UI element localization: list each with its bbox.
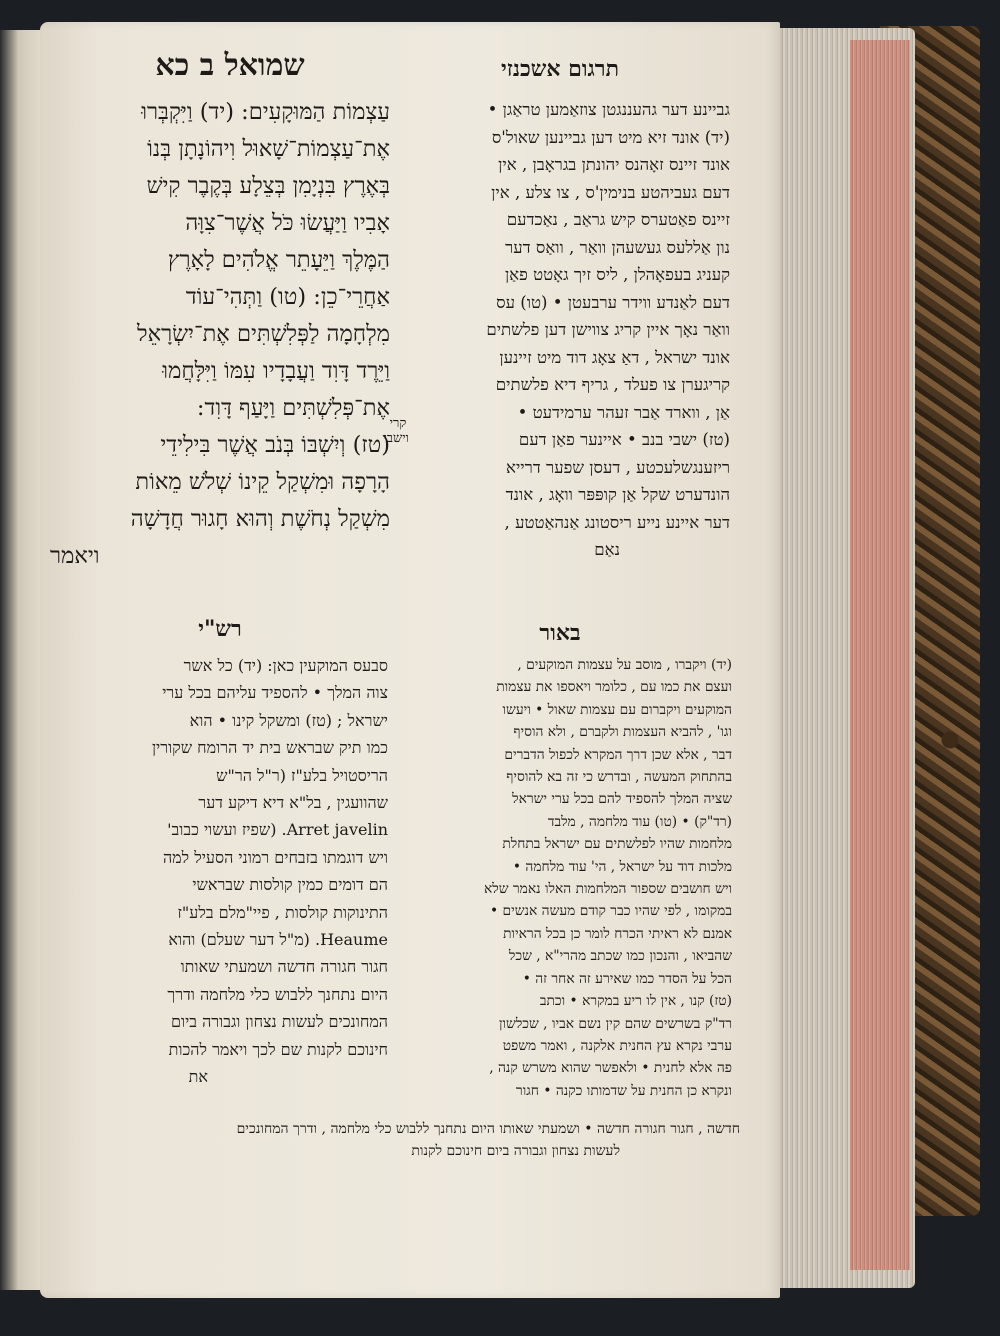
rashi-line: ישראל ; (טז) ומשקל קינו • הוא (189, 710, 388, 730)
biur-line: ונקרא כן החנית על שדמותו כקנה • חגור (515, 1082, 732, 1099)
running-header-book: שמואל ב כא (155, 48, 305, 83)
hebrew-text-column (50, 94, 390, 575)
rashi-title: רש"י (198, 616, 242, 642)
biur-line: ועצם את כמו עם , כלומר ויאספו את עצמות (496, 679, 732, 696)
biur-line: בהתחוק המעשה , ובדרש כי זה בא להוסיף (506, 769, 732, 786)
hebrew-line: אָבִיו וַיַּעֲשׂוּ כֹּל אֲשֶׁר־צִוָּה (185, 210, 390, 236)
translation-line: אונד ישראל , דאַ צאָג דוד מיט זיינען (499, 347, 730, 367)
hebrew-line: וַיֵּרֶד דָּוִד וַעֲבָדָיו עִמּוֹ וַיִּלָּחֲמוּ (162, 358, 390, 384)
biur-commentary (396, 654, 732, 1102)
rashi-line: המחונכים לעשות נצחון וגבורה ביום (171, 1012, 388, 1032)
rashi-line: חינוכם לקנות שם לכך ויאמר להכות (168, 1039, 388, 1059)
translation-line: ריזענגשלעכטע , דעסן שפער דרייא (505, 457, 730, 477)
biur-line: וגו' , להביא העצמות ולקברם , ולא הוסיף (513, 724, 732, 741)
biur-line: אמנם לא ראיתי הכרח לומר כן בכל הראיות (503, 925, 732, 942)
biur-line: פה אלא לחנית • ולאפשר שהוא משרש קנה , (489, 1060, 732, 1077)
translation-line: קעניג בעפאָהלן , ליס זיך גאָטט פאַן (504, 265, 730, 284)
rashi-line: את (188, 1067, 208, 1087)
hebrew-line: הָרָפָה וּמִשְׁקַל קֵינוֹ שְׁלֹשׁ מֵאוֹת (135, 469, 390, 495)
catchword: ויאמר (50, 543, 100, 569)
biur-line: ערבי נקרא עץ החנית אלקנה , ואמר משפט (502, 1037, 732, 1054)
biur-line: מלחמות שהיו לפלשתים עם ישראל בתחלת (502, 836, 732, 853)
footer-line: חדשה , חגור חגורה חדשה • ושמעתי שאותו היום נתחנך ללבוש כלי מלחמה , ודרך המחונכים (236, 1121, 740, 1137)
hebrew-line: בְּאֶרֶץ בִּנְיָמִן בְּצֵלָע בְּקֶבֶר קִישׁ (146, 173, 390, 199)
rashi-line: חגור חגורה חדשה ושמעתי שאותו (180, 957, 388, 977)
biur-line: (יד) ויקברו , מוסב על עצמות המוקעים , (517, 657, 732, 673)
hebrew-line: אֶת־עַצְמוֹת־שָׁאוּל וִיהוֹנָתָן בְּנוֹ (147, 136, 390, 162)
translation-line: אַן , ווארד אַבר זעהר ערמידעט • (517, 402, 730, 422)
rashi-line: שהוועגין , בל"א דיא דיקע דער (198, 793, 388, 813)
biur-title: באור (539, 620, 581, 646)
biur-line: (טז) קנו , אין לו ריע במקרא • וכתב (539, 993, 732, 1010)
hebrew-line: עַצְמוֹת הַמּוּקָעִים: (יד) וַיִּקְבְּרוּ (141, 99, 390, 125)
biur-line: המוקעים ויקברום עם עצמות שאול • ויעשו (502, 701, 732, 718)
running-header-translation: תרגום אשכנזי (500, 56, 619, 82)
biur-line: מלכות דוד על ישראל , הי' עוד מלחמה • (512, 858, 732, 875)
rashi-line: הריסטויל בלע"ז (ר"ל הר"ש (216, 765, 388, 785)
translation-line: דעם לאַנדע ווידר ערבעטן • (טו) עס (496, 292, 730, 312)
hebrew-line: אֶת־פְּלִשְׁתִּים וַיָּעַף דָּוִד: (196, 395, 390, 421)
rashi-line: סבעס המוקעין כאן: (יד) כל אשר (183, 656, 388, 675)
hebrew-line: (טז) וְיִשְׁבּוֹ בְּנֹב אֲשֶׁר בִּילִידֵי (160, 432, 390, 458)
rashi-line: היום נתחנך ללבוש כלי מלחמה ודרך (167, 984, 388, 1004)
red-page-edge (850, 40, 910, 1270)
biur-line: הכל על הסדר כמו שאירע זה אחר זה • (522, 970, 732, 987)
rashi-line: התינוקות קולסות , פיי"מלם בלע"ז (177, 902, 388, 922)
rashi-line: כמו תיק שבראש בית יד הרומח שקורין (151, 738, 388, 758)
rashi-line: Arret javelin. (שפיז ועשוי כבוב' (167, 820, 388, 840)
rashi-commentary (52, 652, 388, 1091)
hebrew-line: מִשְׁקַל נְחֹשֶׁת וְהוּא חָגוּר חֲדָשָׁה (130, 506, 390, 532)
translation-line: וואַר נאָך איין קריג צווישן דען פלשתים (486, 320, 730, 339)
biur-line: שהביאו , והנכון כמו שכתב מהרי"א , שכל (508, 948, 732, 965)
rashi-line: הם דומים כמין קולסות שבראשי (192, 875, 388, 895)
translation-line: (טז) ישבי בנב • איינער פאַן דעם (518, 430, 730, 449)
biur-line: שציה המלך להספיד להם בכל ערי ישראל (512, 791, 732, 808)
biur-line: דבר , אלא שכן דרך המקרא לכפול הדברים (504, 746, 732, 763)
footer-line: לעשות נצחון וגבורה ביום חינוכם לקנות (411, 1143, 620, 1159)
biur-line: ויש חושבים שספור המלחמות האלו נאמר שלא (483, 881, 732, 898)
yiddish-translation-column (400, 96, 730, 564)
translation-line: אונד זיינס זאָהנס יהונתן בגראָבן , אין (498, 155, 730, 174)
biur-line: רד"ק בשרשים שהם קין נשם אביו , שכלשון (499, 1015, 732, 1032)
translation-line: דעם געביהטע בנימין'ס , צו צלע , אין (491, 182, 730, 202)
translation-catchword: נאַם (594, 540, 620, 559)
marginal-note: קרי וישבי (383, 416, 409, 446)
translation-line: הונדערט שקל אַן קופּפּר וואָג , אונד (505, 485, 730, 504)
hebrew-line: הַמֶּלֶךְ וַיֵּעָתֵר אֱלֹהִים לָאָרֶץ (167, 247, 390, 273)
translation-line: קריגערן צו פעלד , גריף דיא פלשתים (495, 375, 730, 394)
biur-line: במקומו , לפי שהיו כבר קודם מעשה אנשים • (490, 903, 732, 920)
translation-line: (יד) אונד זיא מיט דען גביינען שאול'ס (491, 127, 730, 147)
translation-line: זיינס פאַטערס קיש גראַב , נאַכדעם (506, 210, 730, 229)
translation-line: נון אַללעס געשעהן וואַר , וואַס דער (505, 237, 730, 257)
rashi-line: Heaume. (מ"ל דער שעלם) והוא (168, 930, 388, 950)
translation-line: גביינע דער גהעננגטן צוזאַמען טראַגן • (487, 100, 730, 119)
hebrew-line: אַחֲרֵי־כֵן: (טו) וַתְּהִי־עוֹד (185, 284, 390, 310)
hebrew-line: מִלְחָמָה לַפְּלִשְׁתִּים אֶת־יִשְׂרָאֵל (137, 321, 390, 347)
footer-commentary (50, 1118, 740, 1162)
translation-line: דער איינע נייע ריסטונג אַנהאַטטע , (504, 512, 730, 532)
rashi-line: צוה המלך • להספיד עליהם בכל ערי (162, 683, 388, 703)
rashi-line: ויש דוגמתו בזבחים רמוני הסעיל למה (162, 847, 388, 867)
biur-line: (רד"ק) • (טו) עוד מלחמה , מלבד (547, 813, 732, 830)
